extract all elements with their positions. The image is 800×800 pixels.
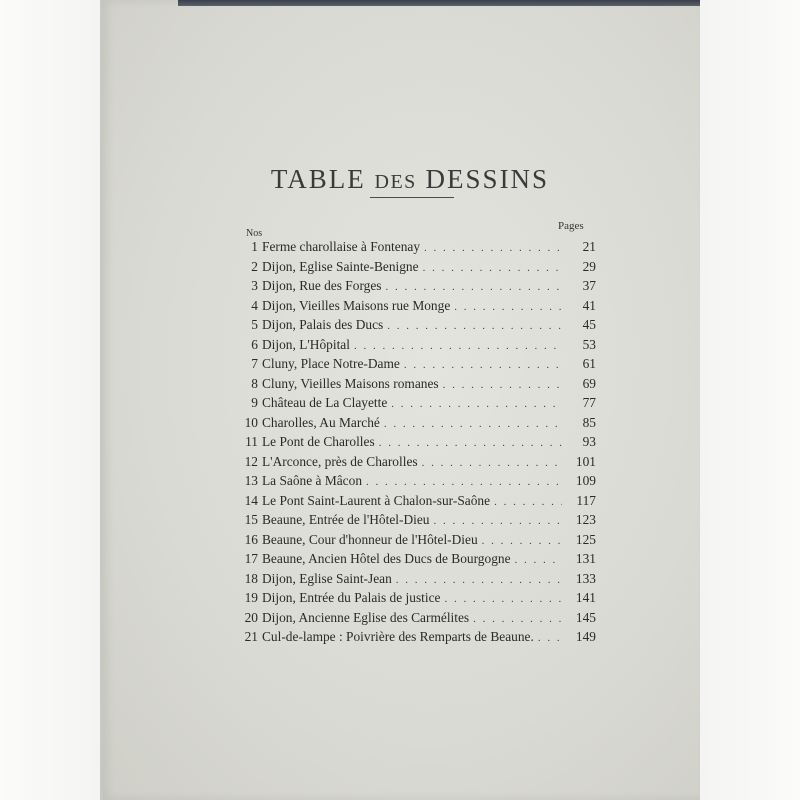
list-item [240,510,596,530]
dot-leader [384,415,562,435]
column-header-number: Nos [246,228,263,239]
entry-page-number: 69 [582,375,596,391]
entry-title: Dijon, Eglise Sainte-Benigne [262,258,419,274]
entry-page-number: 77 [582,395,596,410]
entry-number: 5 [251,317,258,332]
list-item [240,588,596,608]
dot-leader [387,317,562,337]
entry-title: Dijon, Palais des Ducs [262,317,384,332]
entry-number: 16 [244,531,258,547]
entry-number: 3 [251,278,258,293]
entry-title: La Saône à Mâcon [262,473,363,488]
dot-leader [391,395,562,415]
entry-page-number: 45 [582,317,596,332]
dot-leader [454,298,562,318]
title-word-dessins: DESSINS [425,164,550,195]
entry-number: 7 [251,356,258,371]
entry-title: Beaune, Entrée de l'Hôtel-Dieu [262,512,430,527]
entry-title: Beaune, Cour d'honneur de l'Hôtel-Dieu [262,531,478,547]
entry-page-number: 109 [575,473,596,488]
entry-title: Le Pont Saint-Laurent à Chalon-sur-Saône [262,492,491,508]
list-item [240,491,596,511]
entry-number: 1 [251,239,258,254]
entry-page-number: 37 [582,278,596,293]
page-edge [100,0,103,800]
entry-number: 14 [244,492,258,508]
entry-title: Le Pont de Charolles [262,434,375,449]
dot-leader [538,629,562,649]
entry-title: Dijon, Eglise Saint-Jean [262,570,392,586]
entry-number: 15 [244,512,258,527]
dot-leader [423,259,562,279]
entry-number: 2 [251,258,258,274]
entry-title: Dijon, L'Hôpital [262,336,350,352]
list-item [240,471,596,491]
entry-number: 19 [244,590,258,605]
dot-leader [494,493,562,513]
entry-page-number: 149 [575,629,596,644]
list-item [240,354,596,374]
entry-page-number: 29 [582,258,596,274]
entry-number: 12 [244,453,258,469]
entry-page-number: 41 [582,297,596,313]
dot-leader [443,376,562,396]
entry-title: Charolles, Au Marché [262,414,380,430]
list-item [240,627,596,647]
list-item [240,608,596,628]
list-item [240,569,596,589]
dot-leader [422,454,562,474]
entry-page-number: 53 [582,336,596,352]
title-word-table: TABLE [270,164,366,195]
entry-number: 10 [244,414,258,430]
entry-page-number: 85 [582,414,596,430]
entry-number: 9 [251,395,258,410]
list-item [240,315,596,335]
entry-number: 6 [251,336,258,352]
entry-number: 18 [244,570,258,586]
entry-title: Cluny, Place Notre-Dame [262,356,400,371]
entry-number: 8 [251,375,258,391]
list-item [240,393,596,413]
entry-title: Beaune, Ancien Hôtel des Ducs de Bourgogne [262,551,511,566]
book-cover-strip [178,0,700,6]
title-rule [370,197,454,198]
list-item [240,413,596,433]
drawings-list [240,237,596,647]
entry-page-number: 21 [582,239,596,254]
entry-number: 20 [244,609,258,625]
dot-leader [424,239,562,259]
list-item [240,296,596,316]
entry-page-number: 117 [576,492,596,508]
entry-page-number: 141 [575,590,596,605]
entry-page-number: 123 [575,512,596,527]
entry-title: Dijon, Vieilles Maisons rue Monge [262,297,451,313]
list-item [240,237,596,257]
entry-page-number: 93 [582,434,596,449]
entry-title: Dijon, Rue des Forges [262,278,382,293]
entry-title: Dijon, Entrée du Palais de justice [262,590,441,605]
entry-number: 13 [244,473,258,488]
list-item [240,335,596,355]
entry-page-number: 125 [575,531,596,547]
entry-number: 21 [244,629,258,644]
entry-title: Cluny, Vieilles Maisons romanes [262,375,439,391]
title-word-des: DES [374,171,417,194]
list-item [240,549,596,569]
background-left [0,0,100,800]
entry-page-number: 145 [575,609,596,625]
entry-number: 17 [244,551,258,566]
list-item [240,530,596,550]
entry-number: 4 [251,297,258,313]
entry-title: Dijon, Ancienne Eglise des Carmélites [262,609,470,625]
entry-page-number: 101 [575,453,596,469]
list-item [240,452,596,472]
column-header-pages: Pages [558,220,584,232]
list-item [240,432,596,452]
list-item [240,257,596,277]
page-title [240,164,580,195]
entry-title: Ferme charollaise à Fontenay [262,239,421,254]
entry-title: Château de La Clayette [262,395,388,410]
list-item [240,276,596,296]
list-item [240,374,596,394]
entry-page-number: 133 [575,570,596,586]
entry-number: 11 [245,434,258,449]
background-right [700,0,800,800]
dot-leader [515,551,562,571]
entry-page-number: 61 [582,356,596,371]
entry-title: Cul-de-lampe : Poivrière des Remparts de Beaune. [262,629,534,644]
entry-page-number: 131 [575,551,596,566]
entry-title: L'Arconce, près de Charolles [262,453,418,469]
